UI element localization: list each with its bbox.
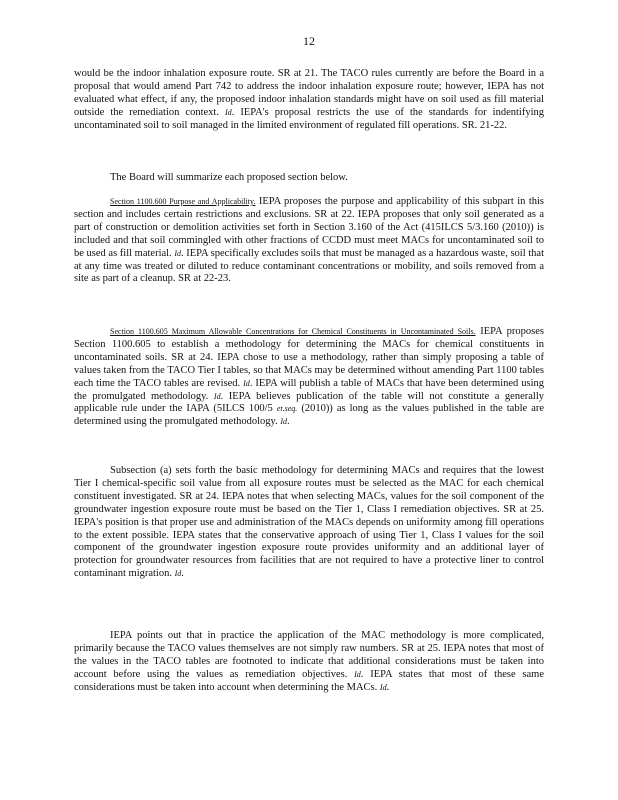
- citation-id: Id: [280, 417, 288, 427]
- page-number: 12: [303, 34, 315, 48]
- paragraph-6-text-a: IEPA points out that in practice the application of the MAC methodology is more complicated, primarily because the TACO values themselves are not simply raw numbers. SR at 25. IEPA notes that most of the values in the TACO tables are footnoted to indicate that additional considerations must be taken into account before using the values as remediation objectives.: [74, 630, 544, 680]
- section-heading-1100-600: Section 1100.600 Purpose and Applicability.: [110, 197, 256, 206]
- citation-id: Id: [243, 378, 250, 388]
- paragraph-4-text-a: IEPA proposes Section 1100.605 to establish a methodology for determining the MACs for chemical constituents in uncontaminated soils. SR at 24. IEPA chose to use a methodology, rather than simply proposing a table of values taken from the TACO Tier I tables, so that MACs may be determined without amending Part 1100 tables each time the TACO tables are revised.: [74, 326, 544, 389]
- citation-id: Id: [379, 682, 387, 692]
- paragraph-mac-methodology: [74, 630, 544, 695]
- citation-id: Id: [225, 107, 232, 117]
- citation-et-seq: et.seq.: [276, 404, 298, 414]
- paragraph-section-1100-605: [74, 326, 544, 429]
- paragraph-3-text-b: . IEPA specifically excludes soils that must be managed as a hazardous waste, soil that at any time was treated or diluted to reduce contaminant concentrations or mobility, and soils removed from a site as part of a cleanup. SR at 22-23.: [74, 247, 544, 285]
- paragraph-subsection-a: [74, 465, 544, 581]
- paragraph-1-tail: . IEPA's proposal restricts the use of the standards for indentifying uncontaminated soil to soil managed in the limited environment of regulated fill operations. SR. 21-22.: [74, 106, 545, 131]
- paragraph-3-text-a: IEPA proposes the purpose and applicability of this subpart in this section and includes certain restrictions and exclusions. SR at 22. IEPA proposes that only soil generated as a part of construction or demolition activities set forth in Section 3.160 of the Act (415ILCS 5/3.160 (2010)) is included and that soil commingled with other fractions of CCDD must meet MACs for uncontaminated soil to be used as fill material.: [74, 196, 544, 259]
- paragraph-6-text-b: . IEPA states that most of these same considerations must be taken into account when determining the MACs.: [74, 668, 544, 693]
- citation-id: Id: [174, 248, 181, 258]
- citation-id: Id: [354, 669, 361, 679]
- citation-id: Id: [213, 391, 221, 401]
- section-heading-1100-605: Section 1100.605 Maximum Allowable Concentrations for Chemical Constituents in Uncontaminated Soils.: [110, 327, 476, 336]
- paragraph-2: [74, 172, 544, 185]
- paragraph-4-text-c: . IEPA believes publication of the table will not constitute a generally applicable rule under the IAPA (5ILCS 100/5: [74, 390, 544, 415]
- paragraph-1: [74, 68, 544, 133]
- paragraph-6-text-c: .: [386, 681, 390, 693]
- paragraph-section-1100-600: [74, 196, 544, 286]
- paragraph-5-text-b: .: [181, 568, 184, 580]
- paragraph-5-text-a: Subsection (a) sets forth the basic methodology for determining MACs and requires that the lowest Tier I chemical-specific soil value from all exposure routes must be selected as the MAC for each chemical constituent investigated. SR at 24. IEPA notes that when selecting MACs, values for the soil component of the groundwater ingestion exposure route must be based on the Tier 1, Class I remediation objectives. SR at 25. IEPA's position is that proper use and administration of the MACs depends on uniformity among fill operations to the extent possible. IEPA states that the conservative approach of using Tier 1, Class I values for the soil component of the groundwater ingestion exposure route provides uniformity and an additional layer of protection for groundwater resources from facilities that are not required to have a protective liner to control contaminant migration.: [74, 465, 544, 580]
- paragraph-4-text-b: . IEPA will publish a table of MACs that have been determined using the promulgated methodology.: [74, 377, 544, 402]
- paragraph-4-text-e: .: [287, 416, 290, 428]
- paragraph-4-text-d: (2010)) as long as the values published in the table are determined using the promulgated methodology.: [74, 403, 545, 428]
- paragraph-2-text: The Board will summarize each proposed section below.: [110, 172, 348, 183]
- citation-id: Id: [174, 569, 182, 579]
- paragraph-1-text: would be the indoor inhalation exposure route. SR at 21. The TACO rules currently are before the Board in a proposal that would amend Part 742 to address the indoor inhalation exposure route; however, IEPA has not evaluated what effect, if any, the proposed indoor inhalation standards might have on soil used as fill material outside the remediation context.: [74, 68, 544, 118]
